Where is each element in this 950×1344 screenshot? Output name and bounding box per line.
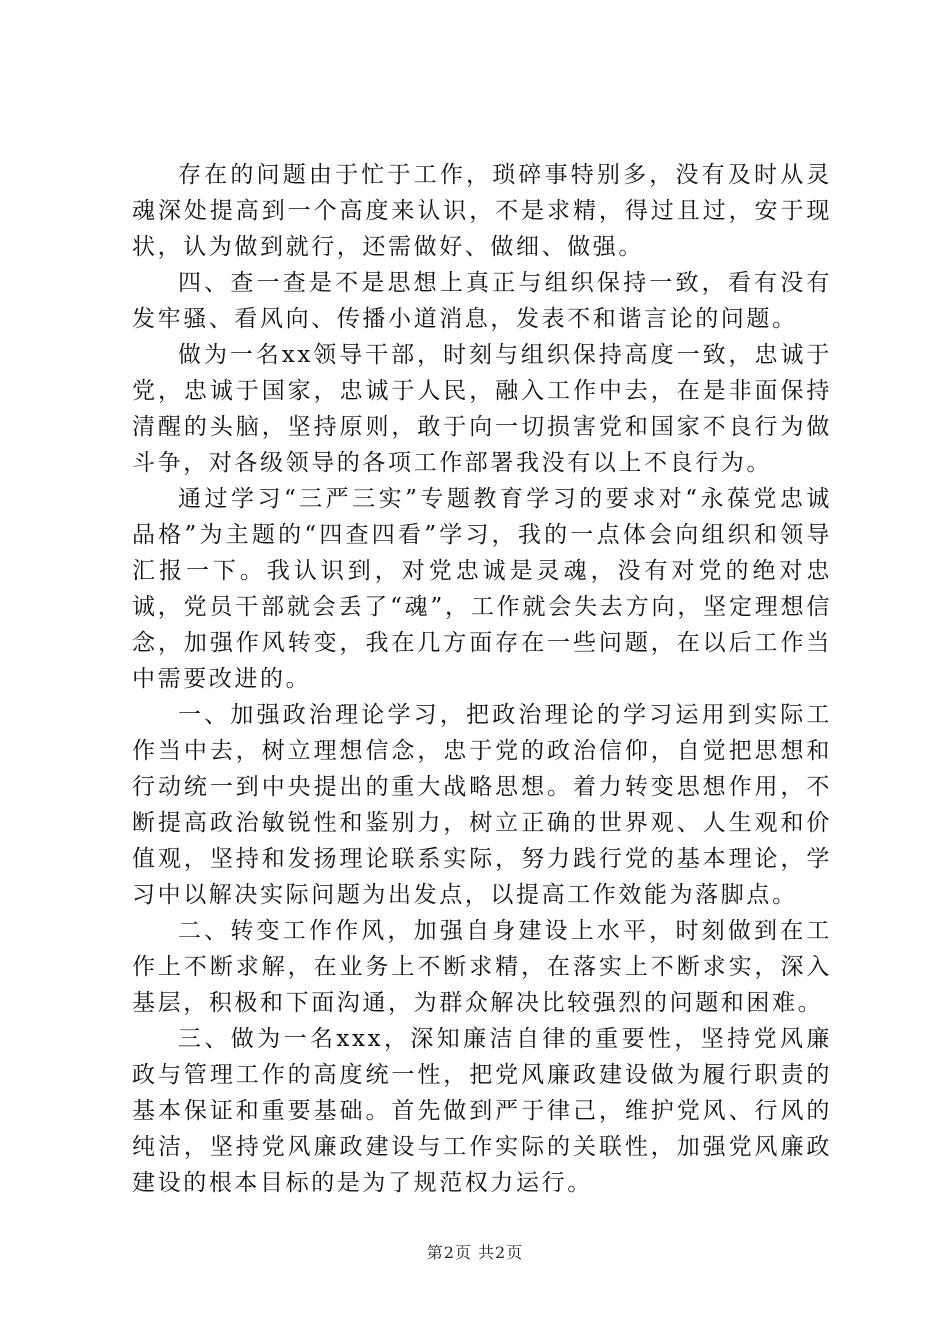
paragraph-study-summary: 通过学习“三严三实”专题教育学习的要求对“永葆党忠诚品格”为主题的“四查四看”学习，我的一点体会向组织和领导汇报一下。我认识到，对党忠诚是灵魂，没有对党的绝对忠诚，党员干部就会丢了“魂”，工作就会失去方向，坚定理想信念，加强作风转变，我在几方面存在一些问题，在以后工作当中需要改进的。: [132, 486, 832, 692]
paragraph-check-four: 四、查一查是不是思想上真正与组织保持一致，看有没有发牢骚、看风向、传播小道消息，发表不和谐言论的问题。: [132, 270, 832, 332]
paragraph-problems: 存在的问题由于忙于工作，琐碎事特别多，没有及时从灵魂深处提高到一个高度来认识，不是求精，得过且过，安于现状，认为做到就行，还需做好、做细、做强。: [132, 162, 832, 260]
document-body: [132, 157, 832, 1201]
page-number-footer: 第2页 共2页: [426, 1243, 524, 1262]
paragraph-point-one: 一、加强政治理论学习，把政治理论的学习运用到实际工作当中去，树立理想信念，忠于党的政治信仰，自觉把思想和行动统一到中央提出的重大战略思想。着力转变思想作用，不断提高政治敏锐性和鉴别力，树立正确的世界观、人生观和价值观，坚持和发扬理论联系实际，努力践行党的基本理论，学习中以解决实际问题为出发点，以提高工作效能为落脚点。: [132, 702, 832, 908]
paragraph-point-two: 二、转变工作作风，加强自身建设上水平，时刻做到在工作上不断求解，在业务上不断求精，在落实上不断求实，深入基层，积极和下面沟通，为群众解决比较强烈的问题和困难。: [132, 918, 832, 1016]
paragraph-point-three: 三、做为一名xxx，深知廉洁自律的重要性，坚持党风廉政与管理工作的高度统一性，把党风廉政建设做为履行职责的基本保证和重要基础。首先做到严于律己，维护党风、行风的纯洁，坚持党风廉政建设与工作实际的关联性，加强党风廉政建设的根本目标的是为了规范权力运行。: [132, 1026, 832, 1196]
paragraph-loyalty: 做为一名xx领导干部，时刻与组织保持高度一致，忠诚于党，忠诚于国家，忠诚于人民，融入工作中去，在是非面保持清醒的头脑，坚持原则，敢于向一切损害党和国家不良行为做斗争，对各级领导的各项工作部署我没有以上不良行为。: [132, 342, 832, 476]
